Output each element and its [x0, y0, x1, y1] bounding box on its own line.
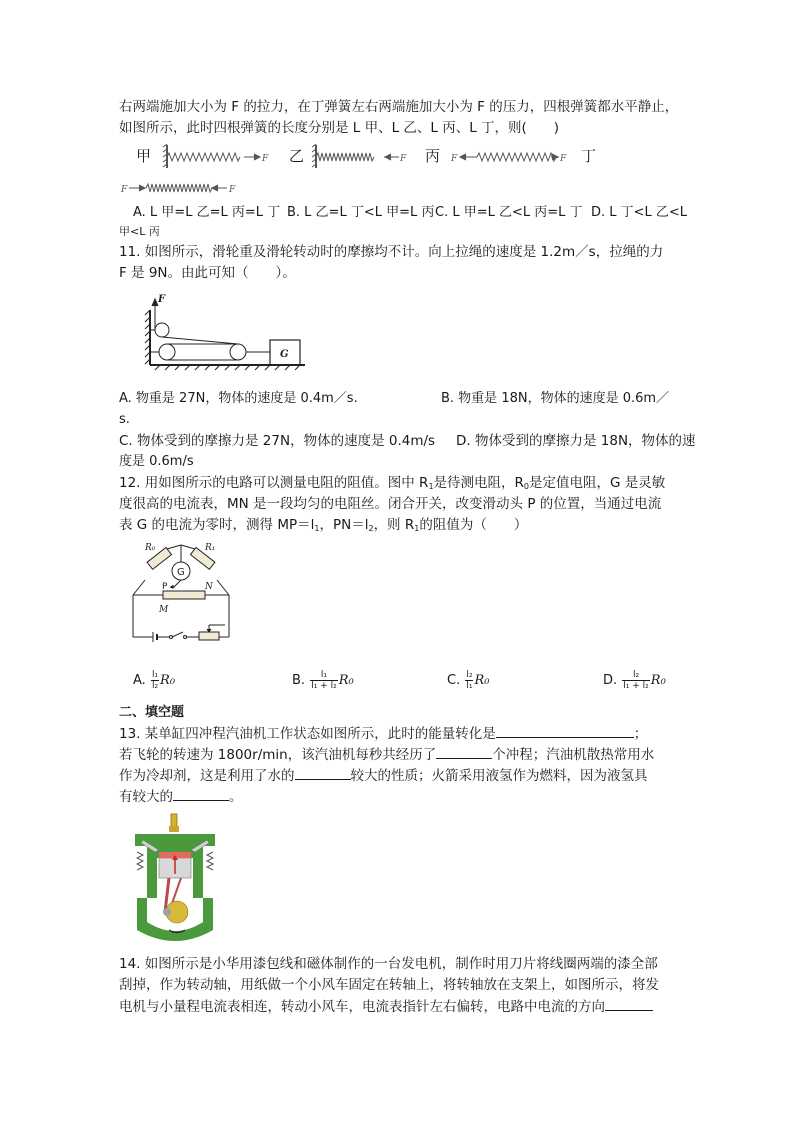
fraction-numerator: l₂ [622, 670, 649, 681]
q12-line3-part-c: ，则 R [373, 517, 415, 533]
fraction-numerator: l₁ [151, 670, 159, 680]
bridge-p-label: P [162, 582, 168, 592]
q12-line3-part-a: 表 G 的电流为零时，测得 MP＝l [119, 517, 315, 533]
spring-jia [163, 144, 260, 168]
q10-text-line2: 如图所示，此时四根弹簧的长度分别是 L 甲、L 乙、L 丙、L 丁，则( ) [119, 120, 560, 136]
q12-line3-part-b: ，PN＝l [319, 517, 369, 533]
q13-text-line1 [119, 723, 647, 744]
spring-ding-force-right: F [229, 185, 236, 195]
spring-bing-force-right: F [560, 154, 567, 164]
q10-option-c[interactable]: C. L 甲=L 乙<L 丙=L 丁 [435, 205, 583, 220]
q11-option-a[interactable]: A. 物重是 27N，物体的速度是 0.4m／s. [119, 391, 358, 406]
pulley-force-label: F [158, 294, 166, 305]
q12-option-d[interactable] [603, 670, 666, 691]
fraction-denominator: l₁ + l₂ [311, 681, 337, 691]
spring-figure [119, 140, 679, 198]
q12-text-line2: 度很高的电流表，MN 是一段均匀的电阻丝。闭合开关，改变滑动头 P 的位置，当通过电流 [119, 496, 662, 512]
bridge-n-label: N [205, 582, 213, 592]
q12-option-c-fraction [465, 670, 473, 691]
q12-line3-sub1: 1 [314, 524, 320, 533]
q11-option-d[interactable]: D. 物体受到的摩擦力是 18N，物体的速 [456, 433, 696, 449]
q13-blank-strokes[interactable] [436, 744, 492, 759]
q13-blank-hydrogen-property[interactable] [173, 786, 229, 801]
q13-line1-end: ； [633, 726, 648, 742]
q13-line4-part-a: 有较大的 [119, 789, 173, 805]
q12-option-a-r0: R₀ [160, 673, 176, 688]
q13-line2-part-a: 若飞轮的转速为 1800r/min，该汽油机每秒共经历了 [119, 747, 437, 763]
q11-option-b-cont: s. [119, 412, 130, 427]
q12-option-c-r0: R₀ [474, 673, 490, 688]
fraction-numerator: l₁ [310, 670, 337, 681]
spring-ding-force-left: F [121, 185, 128, 195]
spring-label-yi: 乙 [289, 147, 305, 165]
q12-option-d-r0: R₀ [650, 673, 666, 688]
pulley-block-label: G [280, 349, 289, 360]
q14-text-line3 [119, 996, 653, 1017]
q12-line1-sub2: 0 [523, 482, 530, 491]
q14-text-line1: 14. 如图所示是小华用漆包线和磁体制作的一台发电机，制作时用刀片将线圈两端的漆全部 [119, 956, 658, 972]
q12-option-a-letter: A. [133, 673, 146, 688]
q10-option-d-cont: 甲<L 丙 [119, 225, 160, 238]
q11-option-b[interactable]: B. 物重是 18N，物体的速度是 0.6m／ [441, 391, 670, 406]
q12-option-b[interactable] [292, 670, 354, 691]
q11-option-c[interactable]: C. 物体受到的摩擦力是 27N，物体的速度是 0.4m/s [119, 433, 436, 449]
bridge-circuit-figure [125, 540, 237, 645]
q12-option-c[interactable] [447, 670, 489, 691]
q11-option-d-cont: 度是 0.6m/s [119, 454, 194, 469]
q12-line1-sub1: 1 [428, 482, 434, 491]
spring-yi-force-label: F [400, 154, 407, 164]
spring-yi [312, 144, 399, 168]
q13-text-line4 [119, 786, 243, 807]
q13-line3-part-a: 作为冷却剂，这是利用了水的 [119, 768, 295, 784]
q12-option-d-letter: D. [603, 673, 618, 688]
q12-option-b-fraction [310, 670, 337, 691]
q13-blank-water-property[interactable] [295, 765, 351, 780]
q13-line2-part-b: 个冲程；汽油机散热常用水 [492, 747, 655, 763]
q11-text-line1: 11. 如图所示，滑轮重及滑轮转动时的摩擦均不计。向上拉绳的速度是 1.2m／s，拉绳的力 [119, 244, 664, 260]
q12-text-line3 [119, 515, 527, 539]
q13-text-line2 [119, 744, 654, 765]
q10-option-b[interactable]: B. L 乙=L 丁<L 甲=L 丙 [287, 205, 435, 220]
q12-line3-sub2: 2 [368, 524, 374, 533]
q13-line3-part-b: 较大的性质；火箭采用液氢作为燃料，因为液氢具 [350, 768, 648, 784]
q13-line1-text: 13. 某单缸四冲程汽油机工作状态如图所示，此时的能量转化是 [119, 726, 496, 742]
q12-line3-part-d: 的阻值为（ ） [419, 517, 528, 533]
spring-label-bing: 丙 [425, 147, 441, 165]
q13-blank-energy-conversion[interactable] [496, 723, 634, 738]
spring-drawings [119, 140, 679, 198]
q12-line1-part-c: 是定值电阻，G 是灵敏 [529, 475, 666, 491]
q14-blank-current-direction[interactable] [605, 996, 653, 1011]
q11-text-line2: F 是 9N。由此可知（ ）。 [119, 265, 296, 281]
bridge-r1-label: R₁ [205, 543, 216, 553]
q12-option-a[interactable] [133, 670, 175, 691]
fraction-denominator: l₂ [151, 681, 159, 691]
q14-text-line2: 刮掉，作为转动轴，用纸做一个小风车固定在转轴上，将转轴放在支架上，如图所示，将发 [119, 977, 659, 993]
bridge-galvanometer-label: G [177, 567, 185, 578]
q13-line4-part-b: 。 [229, 789, 243, 805]
spring-label-ding: 丁 [581, 147, 597, 165]
bridge-m-label: M [159, 605, 169, 615]
section-title-fill-in: 二、填空题 [119, 705, 185, 720]
q12-line3-sub3: 1 [414, 524, 420, 533]
spring-bing [460, 153, 559, 161]
spring-label-jia: 甲 [136, 147, 152, 165]
q10-option-d[interactable]: D. L 丁<L 乙<L [591, 205, 688, 220]
bridge-r0-label: R₀ [145, 543, 156, 553]
engine-figure [129, 812, 221, 942]
q12-option-b-r0: R₀ [338, 673, 354, 688]
q12-line1-part-b: 是待测电阻，R [433, 475, 524, 491]
q12-option-d-fraction [622, 670, 649, 691]
q12-line1-part-a: 12. 用如图所示的电路可以测量电阻的阻值。图中 R [119, 475, 429, 491]
q12-option-c-letter: C. [447, 673, 461, 688]
fraction-denominator: l₁ [466, 681, 473, 691]
pulley-figure [140, 290, 310, 375]
q12-option-a-fraction [151, 670, 159, 691]
spring-bing-force-left: F [451, 154, 458, 164]
q10-option-a[interactable]: A. L 甲=L 乙=L 丙=L 丁 [133, 205, 281, 220]
spring-jia-force-label: F [262, 154, 269, 164]
q12-option-b-letter: B. [292, 673, 306, 688]
q14-line3-text: 电机与小量程电流表相连，转动小风车，电流表指针左右偏转，电路中电流的方向 [119, 999, 605, 1015]
q13-text-line3 [119, 765, 648, 786]
spring-ding [129, 184, 227, 192]
fraction-denominator: l₁ + l₂ [623, 681, 649, 691]
fraction-numerator: l₂ [466, 670, 473, 680]
q10-text-line1: 右两端施加大小为 F 的拉力，在丁弹簧左右两端施加大小为 F 的压力，四根弹簧都水平静止， [119, 99, 679, 115]
